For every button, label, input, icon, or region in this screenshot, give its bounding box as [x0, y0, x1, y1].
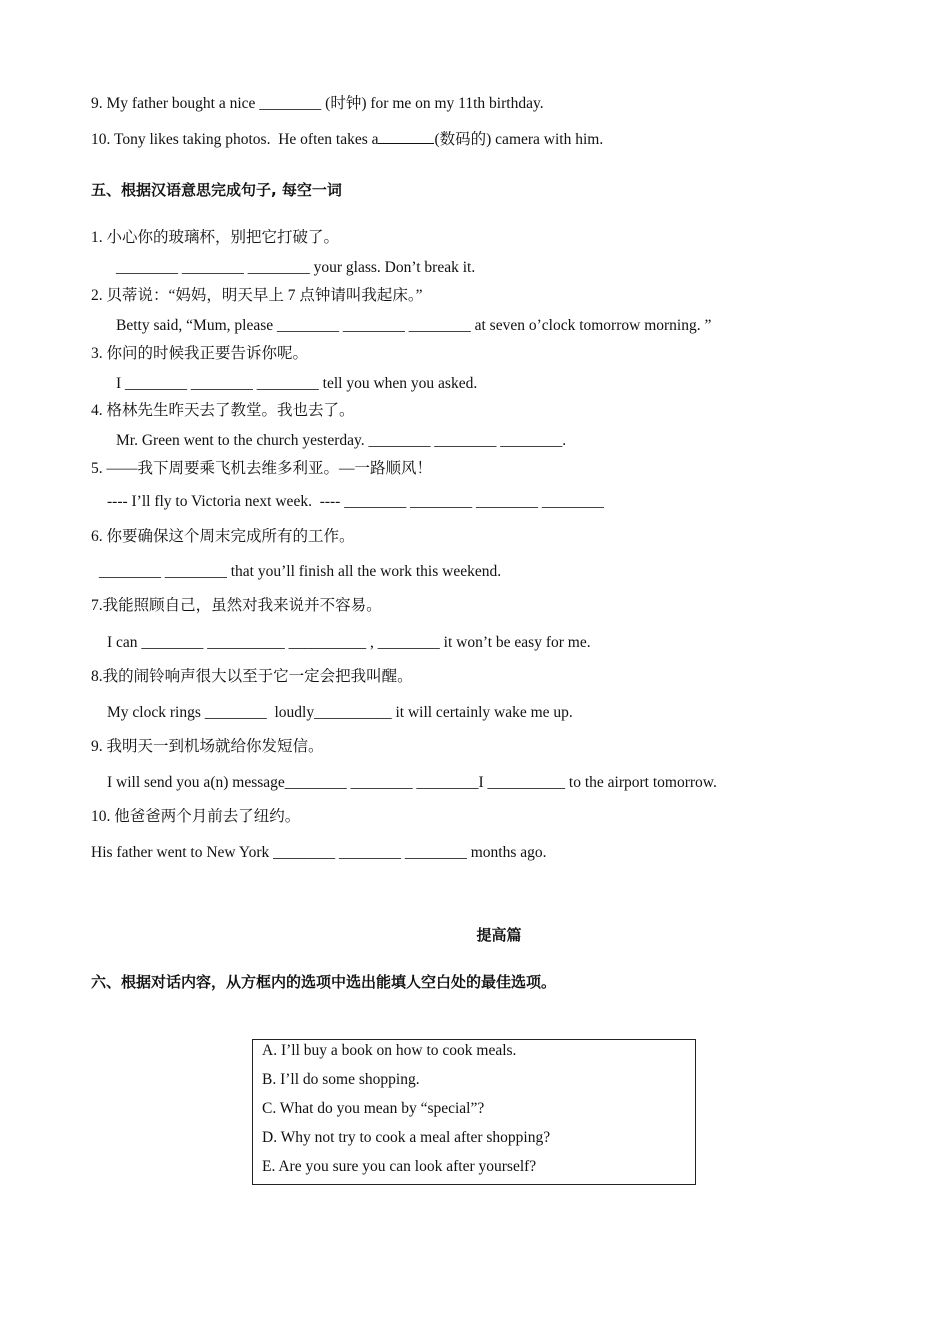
part-five-item-7-english: I can ________ __________ __________ , ________ it won’t be easy for me.: [107, 634, 591, 651]
part-five-item-3-chinese: 3. 你问的时候我正要告诉你呢。: [91, 345, 309, 362]
part-five-item-5-english: ---- I’ll fly to Victoria next week. ---- ________ ________ ________ ________: [107, 493, 604, 510]
part-five-item-1-english: ________ ________ ________ your glass. Don’t break it.: [116, 259, 476, 276]
advanced-section-title: 提高篇: [476, 926, 522, 944]
option-c: C. What do you mean by “special”?: [262, 1100, 485, 1117]
option-b: B. I’ll do some shopping.: [262, 1071, 420, 1088]
option-d: D. Why not try to cook a meal after shopping?: [262, 1129, 551, 1146]
part-five-item-5-chinese: 5. ——我下周要乘飞机去维多利亚。—一路顺风！: [91, 460, 433, 477]
part-five-item-9-chinese: 9. 我明天一到机场就给你发短信。: [91, 738, 324, 755]
part-five-item-4-chinese: 4. 格林先生昨天去了教堂。我也去了。: [91, 402, 355, 419]
part-five-item-6-chinese: 6. 你要确保这个周末完成所有的工作。: [91, 528, 355, 545]
part-five-item-8-chinese: 8.我的闹铃响声很大以至于它一定会把我叫醒。: [91, 668, 413, 685]
part-four-question-10: [91, 129, 603, 150]
part-five-item-10-chinese: 10. 他爸爸两个月前去了纽约。: [91, 808, 301, 825]
part-six-title: 六、根据对话内容，从方框内的选项中选出能填人空白处的最佳选项。: [91, 973, 557, 991]
part-five-title: 五、根据汉语意思完成句子, 每空一词: [91, 181, 342, 199]
part-five-item-2-chinese: 2. 贝蒂说：“妈妈，明天早上 7 点钟请叫我起床。”: [91, 287, 423, 304]
question-10-text-before: 10. Tony likes taking photos. He often takes a: [91, 131, 379, 148]
part-five-item-9-english: I will send you a(n) message________ ________ ________I __________ to the airport tomorrow.: [107, 774, 717, 791]
option-a: A. I’ll buy a book on how to cook meals.: [262, 1042, 517, 1059]
part-five-item-4-english: Mr. Green went to the church yesterday. ________ ________ ________.: [116, 432, 567, 449]
part-five-item-2-english: Betty said, “Mum, please ________ ________ ________ at seven o’clock tomorrow morning. ”: [116, 317, 712, 334]
part-five-item-1-chinese: 1. 小心你的玻璃杯，别把它打破了。: [91, 229, 340, 246]
part-four-question-9: 9. My father bought a nice ________ (时钟) for me on my 11th birthday.: [91, 95, 544, 112]
options-box: [252, 1039, 696, 1185]
part-five-item-3-english: I ________ ________ ________ tell you when you asked.: [116, 375, 478, 392]
part-five-item-8-english: My clock rings ________ loudly__________ it will certainly wake me up.: [107, 704, 573, 721]
part-five-item-10-english: His father went to New York ________ ________ ________ months ago.: [91, 844, 547, 861]
question-10-blank: [378, 129, 434, 144]
part-five-item-7-chinese: 7.我能照顾自己，虽然对我来说并不容易。: [91, 597, 382, 614]
question-10-text-after: (数码的) camera with him.: [434, 131, 604, 148]
part-five-item-6-english: ________ ________ that you’ll finish all the work this weekend.: [99, 563, 502, 580]
option-e: E. Are you sure you can look after yourself?: [262, 1158, 537, 1175]
